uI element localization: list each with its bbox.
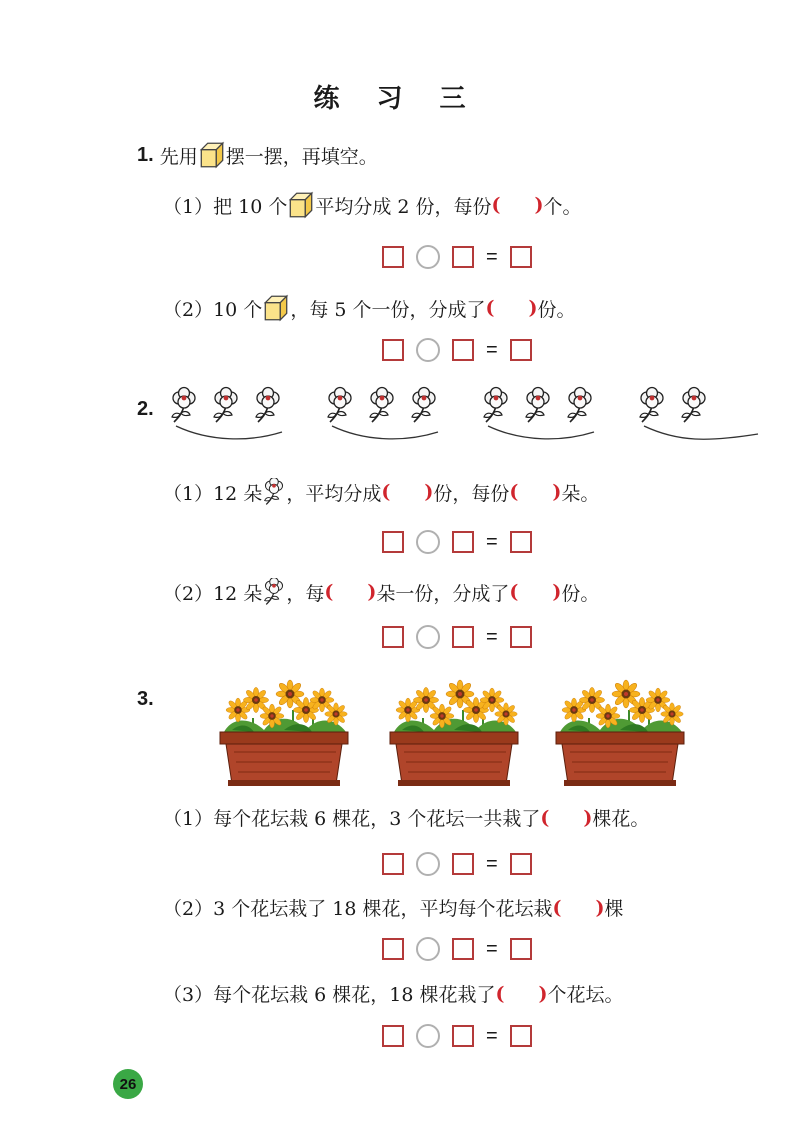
answer-paren-open: (: [509, 581, 519, 603]
q1-intro-text-a: 先用: [159, 145, 198, 168]
q2-p1-text-d: 朵。: [561, 482, 600, 505]
q3-p1-text-a: 每个花坛栽 6 棵花，3 个花坛一共栽了: [213, 808, 541, 830]
cotton-flower-icon: [484, 388, 507, 423]
flower-group: [640, 388, 758, 440]
q2-p1-label: （1）: [163, 482, 214, 505]
cube-icon: [287, 190, 315, 220]
equals-sign: =: [486, 338, 498, 361]
cotton-flower-icon: [682, 388, 705, 423]
equation-row: [382, 937, 532, 961]
answer-paren-close: ): [538, 982, 548, 1005]
equals-sign: =: [486, 530, 498, 553]
answer-box[interactable]: [510, 626, 532, 648]
answer-box[interactable]: [510, 339, 532, 361]
answer-box[interactable]: [510, 853, 532, 875]
cube-icon: [262, 293, 290, 323]
answer-box[interactable]: [382, 1025, 404, 1047]
q1-p2-text-c: 份。: [537, 298, 576, 321]
q1-intro: [137, 140, 378, 170]
equals-sign: =: [486, 1024, 498, 1047]
answer-paren-open: (: [491, 194, 501, 216]
q3-number: 3.: [137, 688, 154, 710]
operator-circle[interactable]: [416, 852, 440, 876]
q2-p2-label: （2）: [163, 582, 214, 605]
answer-box[interactable]: [382, 626, 404, 648]
answer-box[interactable]: [382, 339, 404, 361]
equation-row: [382, 245, 532, 269]
answer-box[interactable]: [382, 853, 404, 875]
flower-group: [328, 388, 438, 439]
page-number-badge: 26: [113, 1069, 143, 1099]
q3-part2: [163, 894, 723, 921]
cotton-flower-icon: [640, 388, 663, 423]
answer-box[interactable]: [510, 1025, 532, 1047]
q3-part3: [163, 980, 624, 1007]
answer-box[interactable]: [452, 339, 474, 361]
q2-p2-text-c: 朵一份，分成了: [376, 582, 510, 605]
q2-p2-text-d: 份。: [561, 582, 600, 605]
operator-circle[interactable]: [416, 245, 440, 269]
equation-row: [382, 1024, 532, 1048]
flower-planter-image: [550, 670, 690, 788]
answer-paren-open: (: [324, 581, 334, 603]
answer-box[interactable]: [382, 938, 404, 960]
q1-number: 1.: [137, 143, 154, 166]
q1-p2-text-b: ，每 5 个一份，分成了: [290, 298, 486, 321]
operator-circle[interactable]: [416, 530, 440, 554]
answer-paren-open: (: [509, 481, 519, 503]
equation-row: [382, 338, 532, 362]
answer-paren-close: ): [595, 896, 605, 919]
q1-p1-text-b: 平均分成 2 份，每份: [315, 195, 492, 218]
equation-row: [382, 625, 532, 649]
cotton-flower-icon: [568, 388, 591, 423]
page-title: 练 习 三: [313, 84, 480, 114]
q1-p1-label: （1）: [163, 195, 214, 218]
answer-paren-open: (: [381, 481, 391, 503]
cotton-flower-icon: [172, 388, 195, 423]
flower-group: [484, 388, 594, 439]
operator-circle[interactable]: [416, 338, 440, 362]
q3-p1-label: （1）: [163, 808, 214, 830]
q2-part2: [163, 578, 599, 606]
answer-paren-close: ): [552, 481, 562, 503]
q2-p2-text-b: ，每: [286, 582, 325, 605]
q2-p2-text-a: 12 朵: [213, 582, 263, 605]
answer-paren-open: (: [540, 806, 550, 829]
equation-row: [382, 530, 532, 554]
q3-p1-text-b: 棵花。: [592, 808, 650, 830]
flower-groups-illustration: [160, 384, 760, 454]
q3-p3-label: （3）: [163, 984, 214, 1006]
flower-planter-image: [214, 670, 354, 788]
answer-box[interactable]: [452, 531, 474, 553]
equation-row: [382, 852, 532, 876]
q3-p2-text-b: 棵: [604, 898, 624, 920]
q1-p2-label: （2）: [163, 298, 214, 321]
flower-group: [172, 388, 282, 439]
q1-p1-text-a: 把 10 个: [213, 195, 288, 218]
answer-box[interactable]: [510, 246, 532, 268]
q1-intro-text-b: 摆一摆，再填空。: [225, 145, 378, 168]
equals-sign: =: [486, 625, 498, 648]
answer-paren-close: ): [367, 581, 377, 603]
cotton-flower-icon: [370, 388, 393, 423]
q2-p1-text-b: ，平均分成: [286, 482, 382, 505]
q3-part1: [163, 804, 723, 831]
cotton-flower-icon: [256, 388, 279, 423]
cube-icon: [198, 140, 226, 170]
q3-p2-label: （2）: [163, 898, 214, 920]
q1-part2: [163, 293, 576, 323]
answer-box[interactable]: [452, 853, 474, 875]
cotton-flower-icon: [412, 388, 435, 423]
q2-p1-text-c: 份，每份: [433, 482, 510, 505]
q1-part1: [163, 190, 582, 220]
answer-paren-open: (: [552, 896, 562, 919]
answer-box[interactable]: [382, 531, 404, 553]
q3-p3-text-a: 每个花坛栽 6 棵花，18 棵花栽了: [213, 984, 496, 1006]
cotton-flower-icon: [214, 388, 237, 423]
operator-circle[interactable]: [416, 1024, 440, 1048]
answer-box[interactable]: [382, 246, 404, 268]
answer-paren-close: ): [528, 297, 538, 319]
answer-box[interactable]: [510, 938, 532, 960]
answer-paren-close: ): [583, 806, 593, 829]
cotton-flower-icon: [328, 388, 351, 423]
equals-sign: =: [486, 245, 498, 268]
operator-circle[interactable]: [416, 625, 440, 649]
q1-p2-text-a: 10 个: [213, 298, 263, 321]
operator-circle[interactable]: [416, 937, 440, 961]
answer-paren-close: ): [424, 481, 434, 503]
q3-p2-text-a: 3 个花坛栽了 18 棵花，平均每个花坛栽: [213, 898, 553, 920]
flower-planter-image: [384, 670, 524, 788]
q3-p3-text-b: 个花坛。: [547, 984, 624, 1006]
answer-paren-open: (: [495, 982, 505, 1005]
answer-paren-close: ): [534, 194, 544, 216]
answer-box[interactable]: [510, 531, 532, 553]
cotton-flower-icon: [526, 388, 549, 423]
cotton-flower-icon: [262, 478, 286, 506]
q2-number: 2.: [137, 398, 154, 420]
equals-sign: =: [486, 852, 498, 875]
q2-part1: [163, 478, 599, 506]
answer-box[interactable]: [452, 626, 474, 648]
answer-paren-open: (: [485, 297, 495, 319]
q2-p1-text-a: 12 朵: [213, 482, 263, 505]
answer-box[interactable]: [452, 938, 474, 960]
answer-box[interactable]: [452, 246, 474, 268]
answer-box[interactable]: [452, 1025, 474, 1047]
q1-p1-text-c: 个。: [543, 195, 582, 218]
equals-sign: =: [486, 937, 498, 960]
cotton-flower-icon: [262, 578, 286, 606]
answer-paren-close: ): [552, 581, 562, 603]
